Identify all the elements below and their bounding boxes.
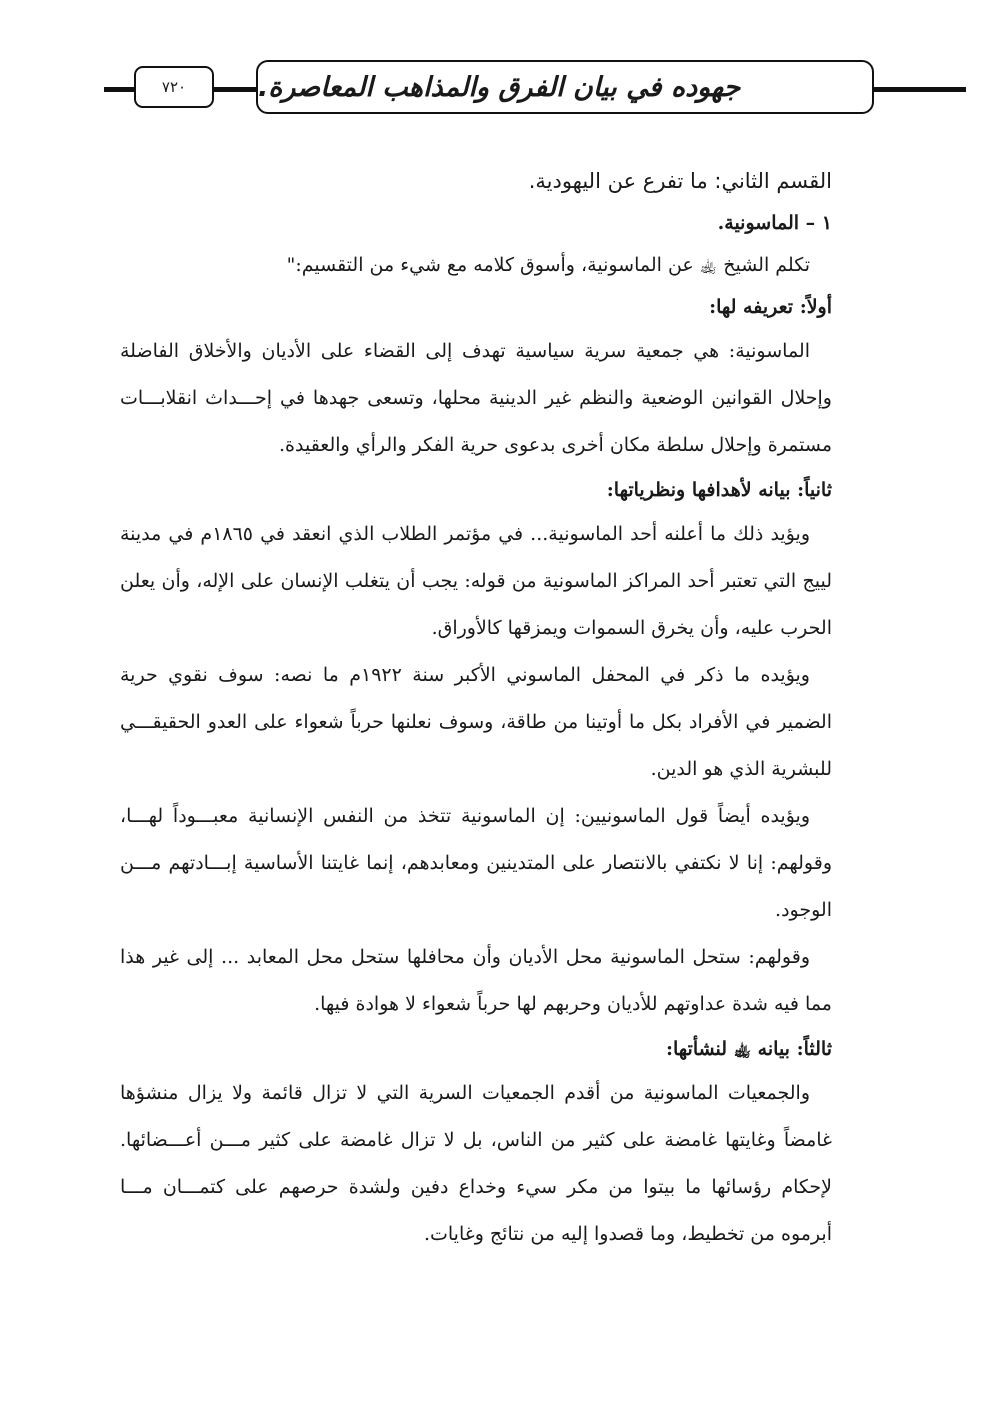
heading-goals: ثانياً: بيانه لأهدافها ونظرياتها: <box>606 479 832 501</box>
paragraph-goals-1: ويؤيد ذلك ما أعلنه أحد الماسونية... في مؤتمر الطلاب الذي انعقد في ١٨٦٥م في مدينة لييج التي تعتبر أحد المراكز الماسونية من قوله: يجب أن يتغلب الإنسان على الإله، وأن يعلن الحرب عليه، وأن يخرق السموات ويمزقها كالأوراق. <box>120 523 832 639</box>
heading-definition: أولاً: تعريفه لها: <box>709 296 832 318</box>
heading-origin: ثالثاً: بيانه ﵀ لنشأتها: <box>665 1038 832 1060</box>
section-title: القسم الثاني: ما تفرع عن اليهودية. <box>528 169 832 193</box>
running-title: جهوده في بيان الفرق والمذاهب المعاصرة. <box>256 60 874 114</box>
header-rule-middle <box>214 87 256 92</box>
intro-line: تكلم الشيخ ﵀ عن الماسونية، وأسوق كلامه مع شيء من التقسيم:" <box>286 254 810 276</box>
paragraph-goals-3: ويؤيده أيضاً قول الماسونيين: إن الماسونية تتخذ من النفس الإنسانية معبـــوداً لهـــا، وقولهم: إنا لا نكتفي بالانتصار على المتدينين ومعابدهم، إنما غايتنا الأساسية إبـــادتهم مـــن الوجود. <box>120 805 832 921</box>
header-rule-right <box>874 87 966 92</box>
paragraph-goals-2: ويؤيده ما ذكر في المحفل الماسوني الأكبر سنة ١٩٢٢م ما نصه: سوف نقوي حرية الضمير في الأفراد بكل ما أوتينا من طاقة، وسوف نعلنها حرباً شعواء على العدو الحقيقـــي للبشرية الذي هو الدين. <box>120 664 832 780</box>
subheading-masonry: ١ – الماسونية. <box>717 212 832 234</box>
page-body <box>120 160 832 1258</box>
page-header <box>0 0 992 140</box>
header-rule-left <box>104 87 134 92</box>
page-number: ٧٢٠ <box>134 66 214 108</box>
paragraph-definition: الماسونية: هي جمعية سرية سياسية تهدف إلى القضاء على الأديان والأخلاق الفاضلة وإحلال القوانين الوضعية والنظم غير الدينية محلها، وتسعى جهدها في إحـــداث انقلابـــات مستمرة وإحلال سلطة مكان أخرى بدعوى حرية الفكر والرأي والعقيدة. <box>120 340 832 456</box>
paragraph-goals-4: وقولهم: ستحل الماسونية محل الأديان وأن محافلها ستحل محل المعابد ... إلى غير هذا مما فيه شدة عداوتهم للأديان وحربهم لها حرباً شعواء لا هوادة فيها. <box>120 946 832 1015</box>
paragraph-origin: والجمعيات الماسونية من أقدم الجمعيات السرية التي لا تزال قائمة ولا يزال منشؤها غامضاً وغايتها غامضة على كثير من الناس، بل لا تزال غامضة على كثير مـــن أعـــضائها. لإحكام رؤسائها ما بيتوا من مكر سيء وخداع دفين ولشدة حرصهم على كتمـــان مـــا أبرموه من تخطيط، وما قصدوا إليه من نتائج وغايات. <box>120 1082 832 1245</box>
